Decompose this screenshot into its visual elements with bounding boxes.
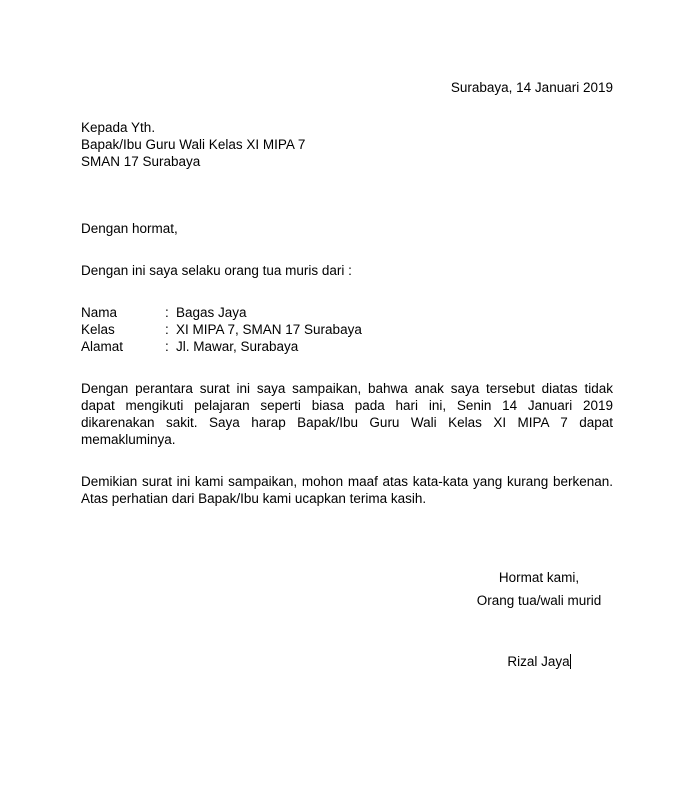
table-row: [81, 304, 362, 321]
intro-text: Dengan ini saya selaku orang tua muris dari :: [81, 263, 352, 278]
recipient-block: [81, 119, 613, 170]
salutation: Dengan hormat,: [81, 221, 178, 236]
identity-value-alamat: Jl. Mawar, Surabaya: [176, 339, 299, 354]
identity-separator-alamat: :: [165, 339, 169, 354]
body-paragraph-2: Demikian surat ini kami sampaikan, mohon maaf atas kata-kata yang kurang berkenan. Atas perhatian dari Bapak/Ibu kami ucapkan terima kasih.: [81, 474, 613, 506]
recipient-line-3: SMAN 17 Surabaya: [81, 154, 201, 169]
identity-separator-kelas: :: [165, 322, 169, 337]
signer-field[interactable]: [413, 653, 665, 670]
identity-label-kelas: Kelas: [81, 322, 115, 337]
identity-value-kelas: XI MIPA 7, SMAN 17 Surabaya: [176, 322, 362, 337]
identity-label-nama: Nama: [81, 305, 118, 320]
letter-body: [81, 0, 613, 507]
body-paragraph-1: Dengan perantara surat ini saya sampaikan, bahwa anak saya tersebut diatas tidak dapat mengikuti pelajaran seperti biasa pada hari ini, Senin 14 Januari 2019 dikarenakan sakit. Saya harap Bapak/Ibu Guru Wali Kelas XI MIPA 7 dapat memakluminya.: [81, 381, 613, 447]
recipient-line-2: Bapak/Ibu Guru Wali Kelas XI MIPA 7: [81, 137, 306, 152]
signer-name: Rizal Jaya: [507, 654, 570, 669]
date-line: Surabaya, 14 Januari 2019: [450, 80, 613, 95]
closing-line-1: Hormat kami,: [498, 570, 580, 585]
closing-block: [413, 566, 665, 612]
table-row: [81, 338, 362, 355]
table-row: [81, 321, 362, 338]
identity-table: [81, 304, 362, 355]
recipient-line-1: Kepada Yth.: [81, 120, 156, 135]
identity-value-nama: Bagas Jaya: [176, 305, 247, 320]
text-caret: [570, 654, 571, 669]
identity-label-alamat: Alamat: [81, 339, 124, 354]
identity-separator-nama: :: [165, 305, 169, 320]
closing-line-2: Orang tua/wali murid: [476, 593, 602, 608]
